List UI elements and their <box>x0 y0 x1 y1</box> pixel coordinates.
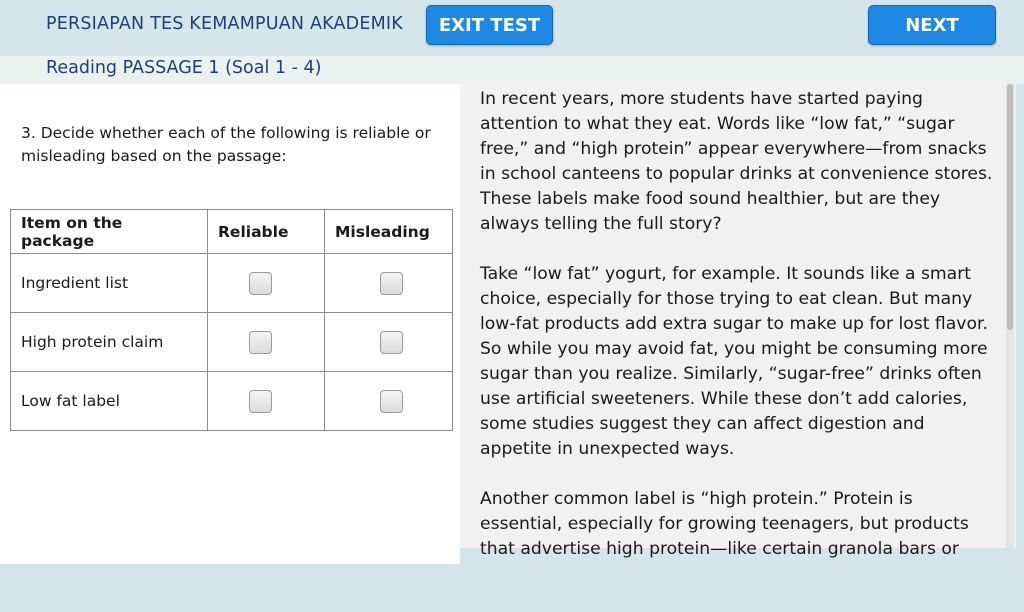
question-text: 3. Decide whether each of the following is reliable or misleading based on the passage: <box>21 124 431 165</box>
top-bar <box>0 0 1024 56</box>
reliable-checkbox[interactable] <box>249 390 272 413</box>
reliable-checkbox[interactable] <box>249 272 272 295</box>
reliable-cell <box>208 254 325 313</box>
passage-scrollbar[interactable] <box>1006 84 1014 548</box>
header-item: Item on the package <box>11 210 208 254</box>
question-panel <box>0 84 460 564</box>
row-item-label: High protein claim <box>11 313 208 372</box>
passage-text <box>480 87 998 612</box>
passage-header <box>0 56 1024 84</box>
passage-title: Reading PASSAGE 1 (Soal 1 - 4) <box>46 58 322 78</box>
passage-paragraph: Take “low fat” yogurt, for example. It sounds like a smart choice, especially for those trying to eat clean. But many low-fat products add extra sugar to make up for lost flavor. So while you may avoid fat, you might be consuming more sugar than you realize. Similarly, “sugar-free” drinks often use artificial sweeteners. While these don’t add calories, some studies suggest they can affect digestion and appetite in unexpected ways. <box>480 264 988 459</box>
table-row <box>11 254 453 313</box>
misleading-cell <box>325 372 453 431</box>
misleading-checkbox[interactable] <box>380 272 403 295</box>
passage-paragraph: In recent years, more students have started paying attention to what they eat. Words like “low fat,” “sugar free,” and “high protein” appear everywhere—from snacks in school canteens to popular drinks at convenience stores. These labels make food sound healthier, but are they always telling the full story? <box>480 89 993 234</box>
misleading-checkbox[interactable] <box>380 331 403 354</box>
misleading-checkbox[interactable] <box>380 390 403 413</box>
scrollbar-thumb[interactable] <box>1007 84 1013 330</box>
answer-table <box>10 209 453 431</box>
header-reliable: Reliable <box>208 210 325 254</box>
misleading-cell <box>325 254 453 313</box>
misleading-cell <box>325 313 453 372</box>
row-item-label: Ingredient list <box>11 254 208 313</box>
next-button[interactable]: NEXT <box>868 5 996 45</box>
table-header-row <box>11 210 453 254</box>
exit-test-button[interactable]: EXIT TEST <box>426 5 553 45</box>
app-title: PERSIAPAN TES KEMAMPUAN AKADEMIK <box>46 14 403 34</box>
table-row <box>11 313 453 372</box>
table-row <box>11 372 453 431</box>
reliable-checkbox[interactable] <box>249 331 272 354</box>
bottom-bar <box>0 564 1024 582</box>
reliable-cell <box>208 372 325 431</box>
row-item-label: Low fat label <box>11 372 208 431</box>
header-misleading: Misleading <box>325 210 453 254</box>
passage-panel[interactable] <box>460 84 1016 559</box>
passage-paragraph: Another common label is “high protein.” Protein is essential, especially for growing teenagers, but products that advertise high protein—like certain granola bars or <box>480 489 969 559</box>
reliable-cell <box>208 313 325 372</box>
